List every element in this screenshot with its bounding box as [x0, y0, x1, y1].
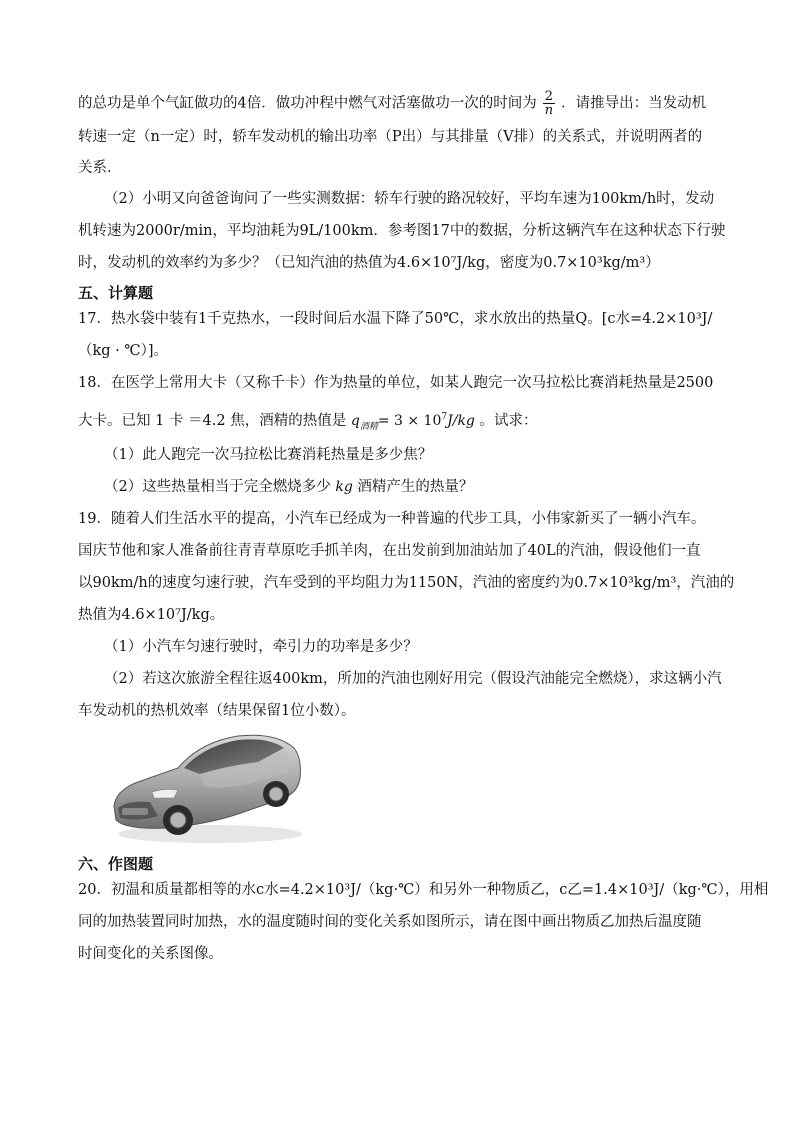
q19-sub-2-cont: 车发动机的热机效率（结果保留1位小数）。 — [78, 703, 356, 719]
q20-line-3: 时间变化的关系图像。 — [78, 946, 223, 962]
unit-kg: kg — [335, 479, 353, 495]
q18-text: 。试求： — [479, 413, 538, 429]
formula-exponent: 7 — [441, 412, 448, 422]
q18-text: 酒精产生的热量？ — [357, 479, 474, 495]
section-heading-calculation: 五、计算题 — [78, 284, 154, 302]
q20-line-2: 同的加热装置同时加热，水的温度随时间的变化关系如图所示，请在图中画出物质乙加热后温度随 — [78, 914, 702, 930]
p1-line-2: 转速一定（n一定）时，轿车发动机的输出功率（P出）与其排量（V排）的关系式，并说明两者的 — [78, 129, 703, 145]
q19-line-3: 以90km/h的速度匀速行驶，汽车受到的平均阻力为1150N，汽油的密度约为0.7×10³kg/m³，汽油的 — [78, 575, 735, 591]
p1-text: 的总功是单个气缸做功的4倍．做功冲程中燃气对活塞做功一次的时间为 — [78, 95, 537, 112]
formula-subscript: 酒精 — [359, 422, 378, 432]
fraction-numerator: 2 — [543, 90, 555, 104]
formula-q: q — [350, 413, 360, 429]
formula-unit: J/kg — [447, 413, 475, 429]
fraction-denominator: n — [544, 103, 554, 118]
q17-line-1: 17．热水袋中装有1千克热水，一段时间后水温下降了50℃，求水放出的热量Q。[c水=4.2×10³J/ — [78, 311, 713, 327]
p1-line-3: 关系． — [78, 160, 122, 176]
car-illustration — [108, 728, 304, 846]
q18-text: （2）这些热量相当于完全燃烧多少 — [104, 479, 331, 495]
time-fraction — [543, 90, 555, 117]
formula-value: = 3 × 10 — [377, 413, 442, 429]
q18-sub-2 — [104, 477, 732, 497]
p2-line-2: 机转速为2000r/min，平均油耗为9L/100km．参考图17中的数据，分析这辆汽车在这种状态下行驶 — [78, 223, 726, 239]
q18-text: 大卡。已知 1 卡 ＝4.2 焦，酒精的热值是 — [78, 413, 347, 429]
q19-line-1: 19．随着人们生活水平的提高，小汽车已经成为一种普遍的代步工具，小伟家新买了一辆小汽车。 — [78, 511, 706, 527]
p2-line-1: （2）小明又向爸爸询问了一些实测数据：轿车行驶的路况较好，平均车速为100km/h时，发动 — [104, 191, 715, 207]
q17-line-2: （kg · ℃）]。 — [78, 343, 169, 359]
section-heading-drawing: 六、作图题 — [78, 855, 154, 873]
q18-line-2 — [78, 407, 732, 437]
p1-text: ．请推导出：当发动机 — [561, 95, 707, 112]
q19-sub-1: （1）小汽车匀速行驶时，牵引力的功率是多少？ — [104, 639, 418, 655]
q18-line-1: 18．在医学上常用大卡（又称千卡）作为热量的单位，如某人跑完一次马拉松比赛消耗热量是2500 — [78, 375, 714, 391]
p1-line-1 — [78, 90, 732, 117]
q19-sub-2: （2）若这次旅游全程往返400km，所加的汽油也刚好用完（假设汽油能完全燃烧），求这辆小汽 — [104, 671, 722, 687]
q19-line-4: 热值为4.6×10⁷J/kg。 — [78, 607, 225, 623]
heat-value-formula — [350, 412, 475, 432]
q20-line-1: 20．初温和质量都相等的水c水=4.2×10³J/（kg·℃）和另外一种物质乙，c乙=1.4×10³J/（kg·℃），用相 — [78, 882, 769, 898]
q18-sub-1: （1）此人跑完一次马拉松比赛消耗热量是多少焦？ — [104, 447, 433, 463]
q19-line-2: 国庆节他和家人准备前往青青草原吃手抓羊肉，在出发前到加油站加了40L的汽油，假设他们一直 — [78, 543, 701, 559]
p2-line-3: 时，发动机的效率约为多少？（已知汽油的热值为4.6×10⁷J/kg，密度为0.7×10³kg/m³） — [78, 255, 660, 271]
